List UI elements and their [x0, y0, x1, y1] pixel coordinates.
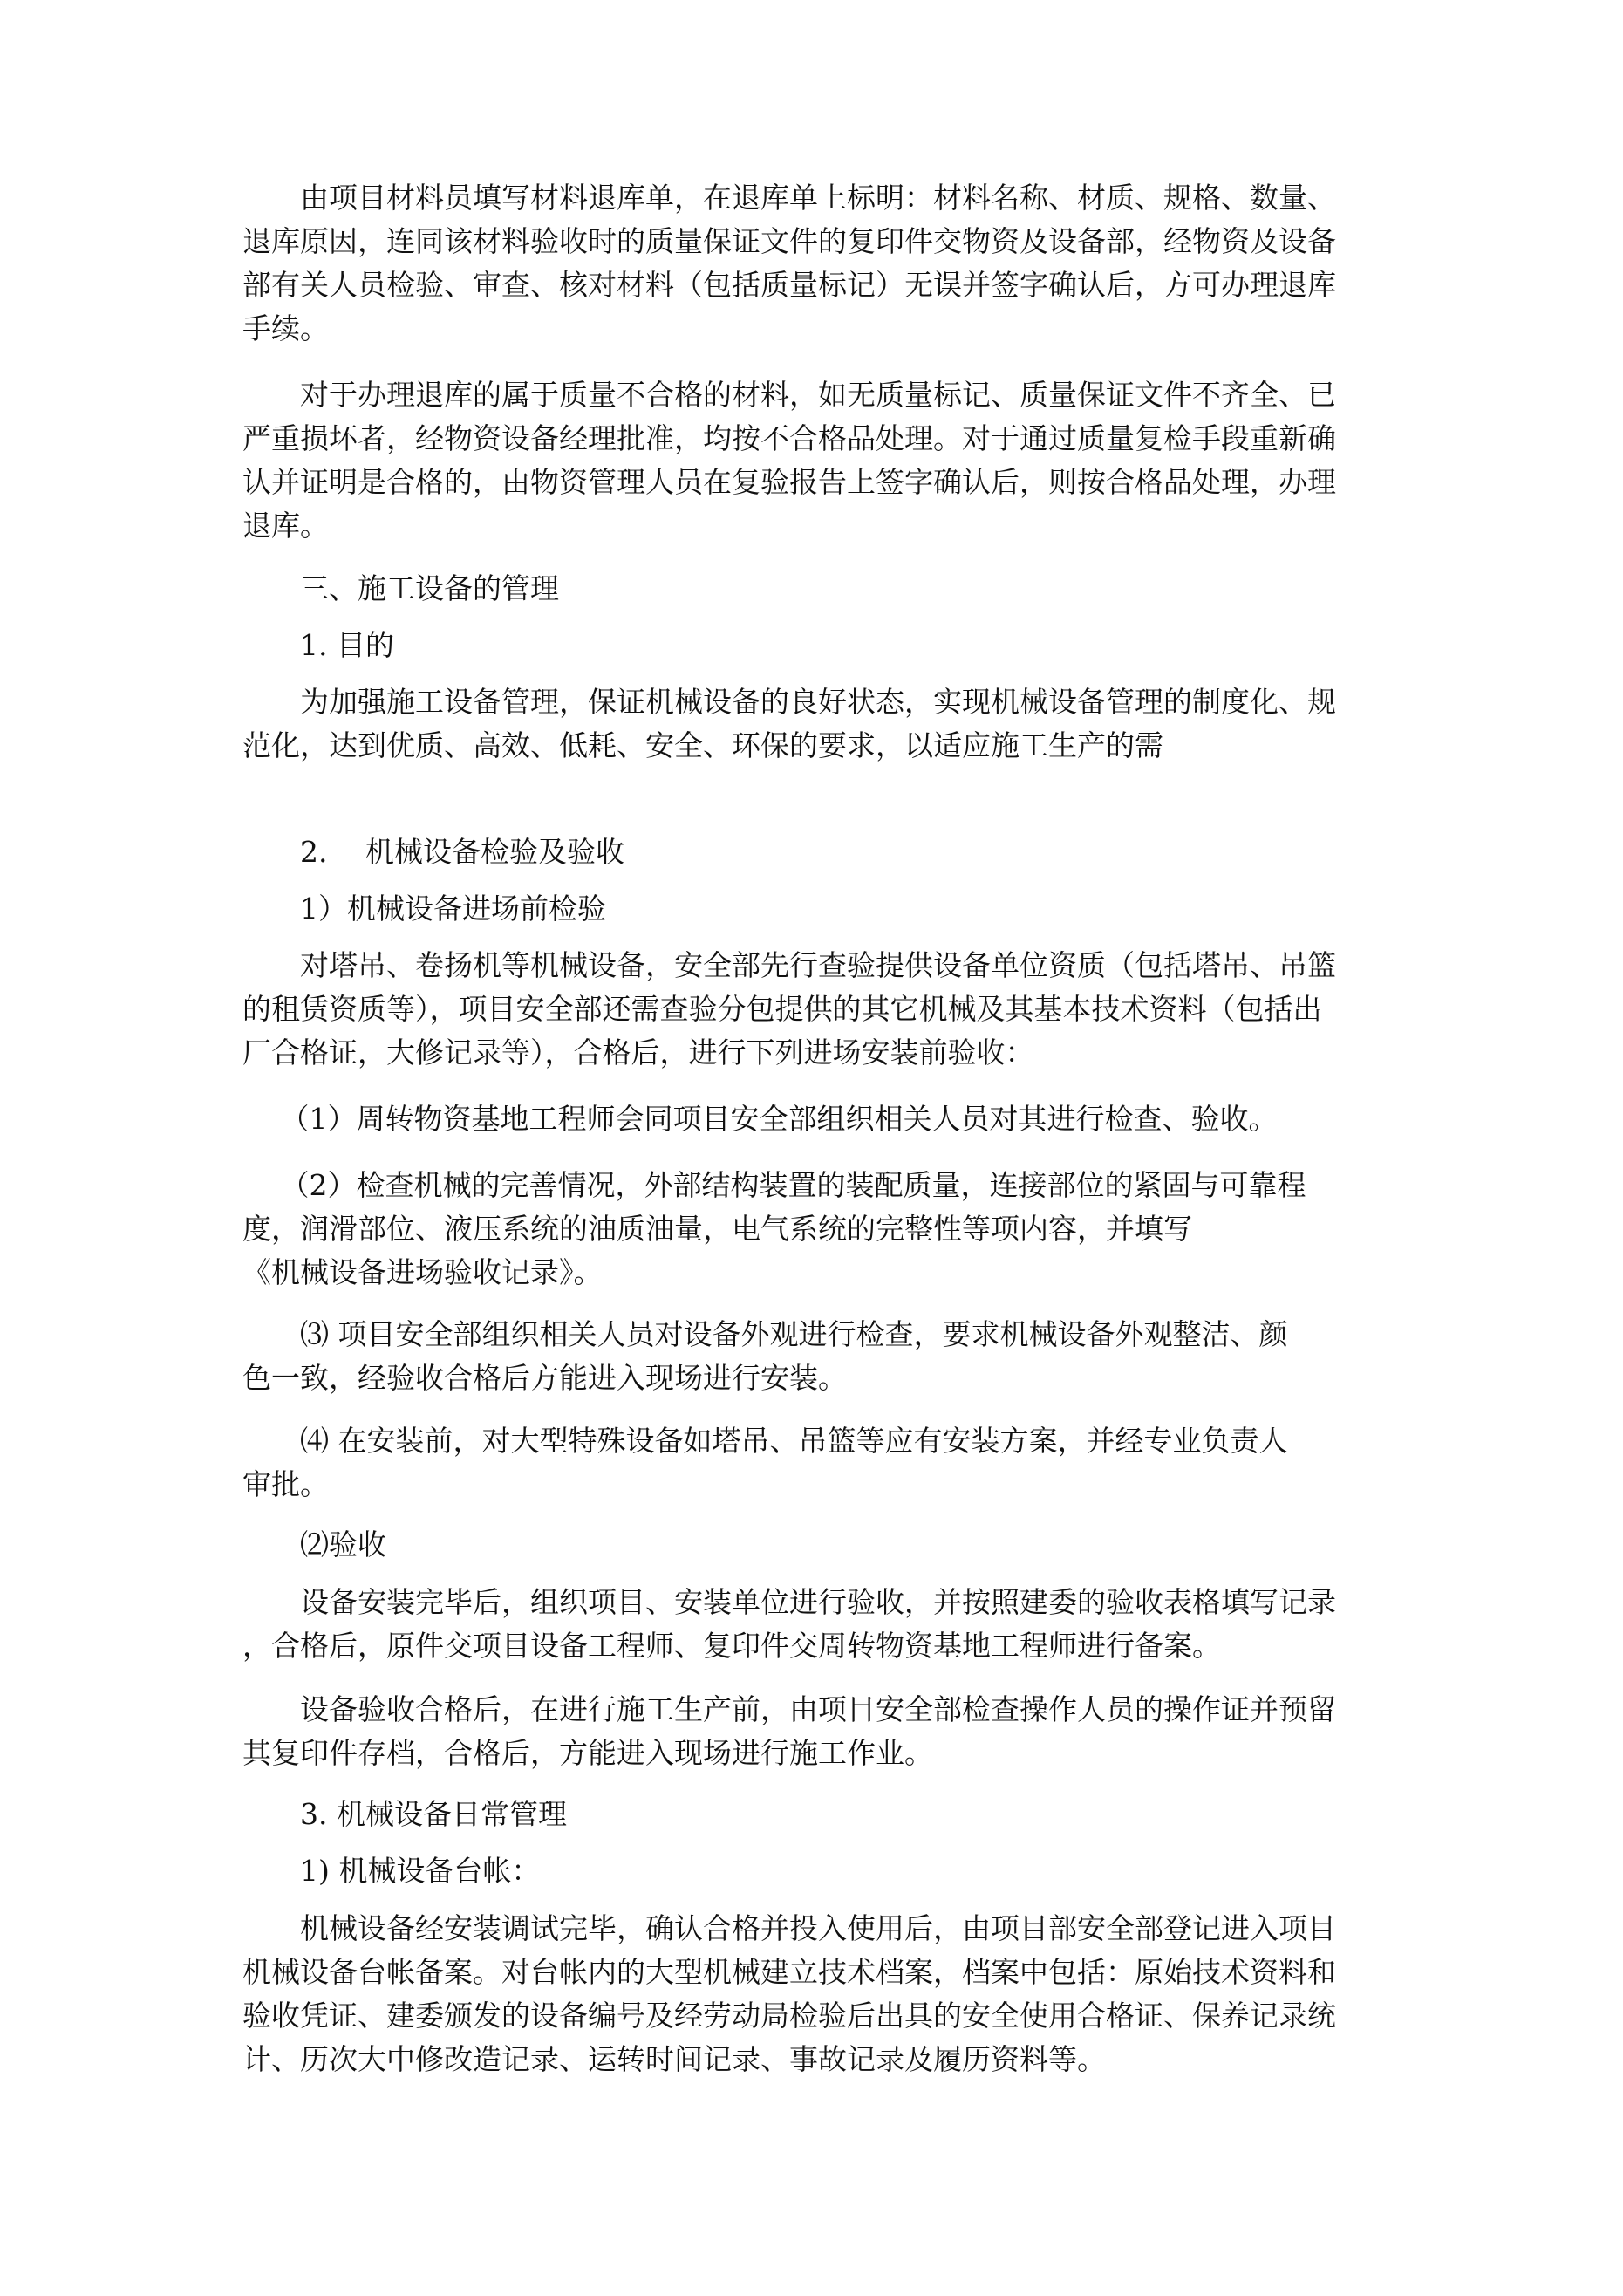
paragraph-acceptance — [242, 1581, 1402, 1668]
list-item-1 — [242, 1097, 1402, 1141]
paragraph-nonconforming-return — [242, 373, 1402, 548]
text-line: 对塔吊、卷扬机等机械设备，安全部先行查验提供设备单位资质（包括塔吊、吊篮 — [242, 948, 1336, 982]
paragraph-purpose — [242, 680, 1402, 768]
text-line: 退库。 — [242, 509, 329, 543]
text-line: 3. 机械设备日常管理 — [242, 1797, 567, 1831]
text-line: 部有关人员检验、审查、核对材料（包括质量标记）无误并签字确认后，方可办理退库 — [242, 268, 1336, 302]
text-line: 机械设备经安装调试完毕，确认合格并投入使用后，由项目部安全部登记进入项目 — [242, 1911, 1336, 1945]
text-line: 其复印件存档，合格后，方能进入现场进行施工作业。 — [242, 1736, 933, 1770]
text-line: 手续。 — [242, 311, 329, 345]
paragraph-material-return — [242, 176, 1402, 351]
subheading-acceptance — [242, 1523, 1402, 1567]
text-line: 认并证明是合格的，由物资管理人员在复验报告上签字确认后，则按合格品处理，办理 — [242, 465, 1336, 499]
text-line: 范化，达到优质、高效、低耗、安全、环保的要求，以适应施工生产的需 — [242, 728, 1163, 762]
paragraph-operator-check — [242, 1688, 1402, 1775]
list-item-3 — [242, 1313, 1402, 1400]
subheading-purpose — [242, 624, 1402, 667]
text-line: 《机械设备进场验收记录》。 — [242, 1255, 603, 1289]
text-line: （1）周转物资基地工程师会同项目安全部组织相关人员对其进行检查、验收。 — [242, 1102, 1278, 1136]
text-line: 严重损坏者，经物资设备经理批准，均按不合格品处理。对于通过质量复检手段重新确 — [242, 421, 1336, 455]
text-line: 设备安装完毕后，组织项目、安装单位进行验收，并按照建委的验收表格填写记录 — [242, 1585, 1336, 1619]
subheading-ledger — [242, 1849, 1402, 1893]
text-line: 验收凭证、建委颁发的设备编号及经劳动局检验后出具的安全使用合格证、保养记录统 — [242, 1999, 1336, 2033]
list-item-2 — [242, 1164, 1402, 1295]
section-heading-equipment — [242, 567, 1402, 611]
text-line: ⑵验收 — [242, 1527, 386, 1561]
text-line: 1. 目的 — [242, 628, 394, 662]
text-line: 的租赁资质等），项目安全部还需查验分包提供的其它机械及其基本技术资料（包括出 — [242, 992, 1322, 1026]
text-line: 机械设备台帐备案。对台帐内的大型机械建立技术档案，档案中包括：原始技术资料和 — [242, 1955, 1336, 1989]
text-line: 退库原因，连同该材料验收时的质量保证文件的复印件交物资及设备部，经物资及设备 — [242, 224, 1336, 258]
text-line: 1）机械设备进场前检验 — [242, 892, 606, 926]
text-line: 三、施工设备的管理 — [242, 571, 559, 605]
text-line: 由项目材料员填写材料退库单，在退库单上标明：材料名称、材质、规格、数量、 — [242, 181, 1336, 215]
subheading-daily-management — [242, 1793, 1402, 1836]
paragraph-ledger — [242, 1907, 1402, 2081]
text-line: ⑷ 在安装前，对大型特殊设备如塔吊、吊篮等应有安装方案，并经专业负责人 — [242, 1424, 1288, 1458]
text-line: 审批。 — [242, 1467, 329, 1501]
text-line: 厂合格证，大修记录等），合格后，进行下列进场安装前验收： — [242, 1035, 1034, 1069]
text-line: 对于办理退库的属于质量不合格的材料，如无质量标记、质量保证文件不齐全、已 — [242, 378, 1336, 412]
text-line: ⑶ 项目安全部组织相关人员对设备外观进行检查，要求机械设备外观整洁、颜 — [242, 1317, 1288, 1351]
text-line: 2. 机械设备检验及验收 — [242, 835, 624, 869]
paragraph-pre-entry — [242, 944, 1402, 1075]
subheading-pre-entry-inspection — [242, 887, 1402, 931]
text-line: 计、历次大中修改造记录、运转时间记录、事故记录及履历资料等。 — [242, 2042, 1106, 2076]
text-line: 色一致，经验收合格后方能进入现场进行安装。 — [242, 1361, 847, 1395]
text-line: ，合格后，原件交项目设备工程师、复印件交周转物资基地工程师进行备案。 — [242, 1629, 1221, 1663]
text-line: 1) 机械设备台帐： — [242, 1854, 541, 1888]
subheading-inspection — [242, 830, 1402, 874]
list-item-4 — [242, 1419, 1402, 1507]
text-line: 设备验收合格后，在进行施工生产前，由项目安全部检查操作人员的操作证并预留 — [242, 1692, 1336, 1726]
text-line: 为加强施工设备管理，保证机械设备的良好状态，实现机械设备管理的制度化、规 — [242, 685, 1336, 719]
text-line: 度，润滑部位、液压系统的油质油量，电气系统的完整性等项内容，并填写 — [242, 1212, 1192, 1246]
text-line: （2）检查机械的完善情况，外部结构装置的装配质量，连接部位的紧固与可靠程 — [242, 1168, 1306, 1202]
